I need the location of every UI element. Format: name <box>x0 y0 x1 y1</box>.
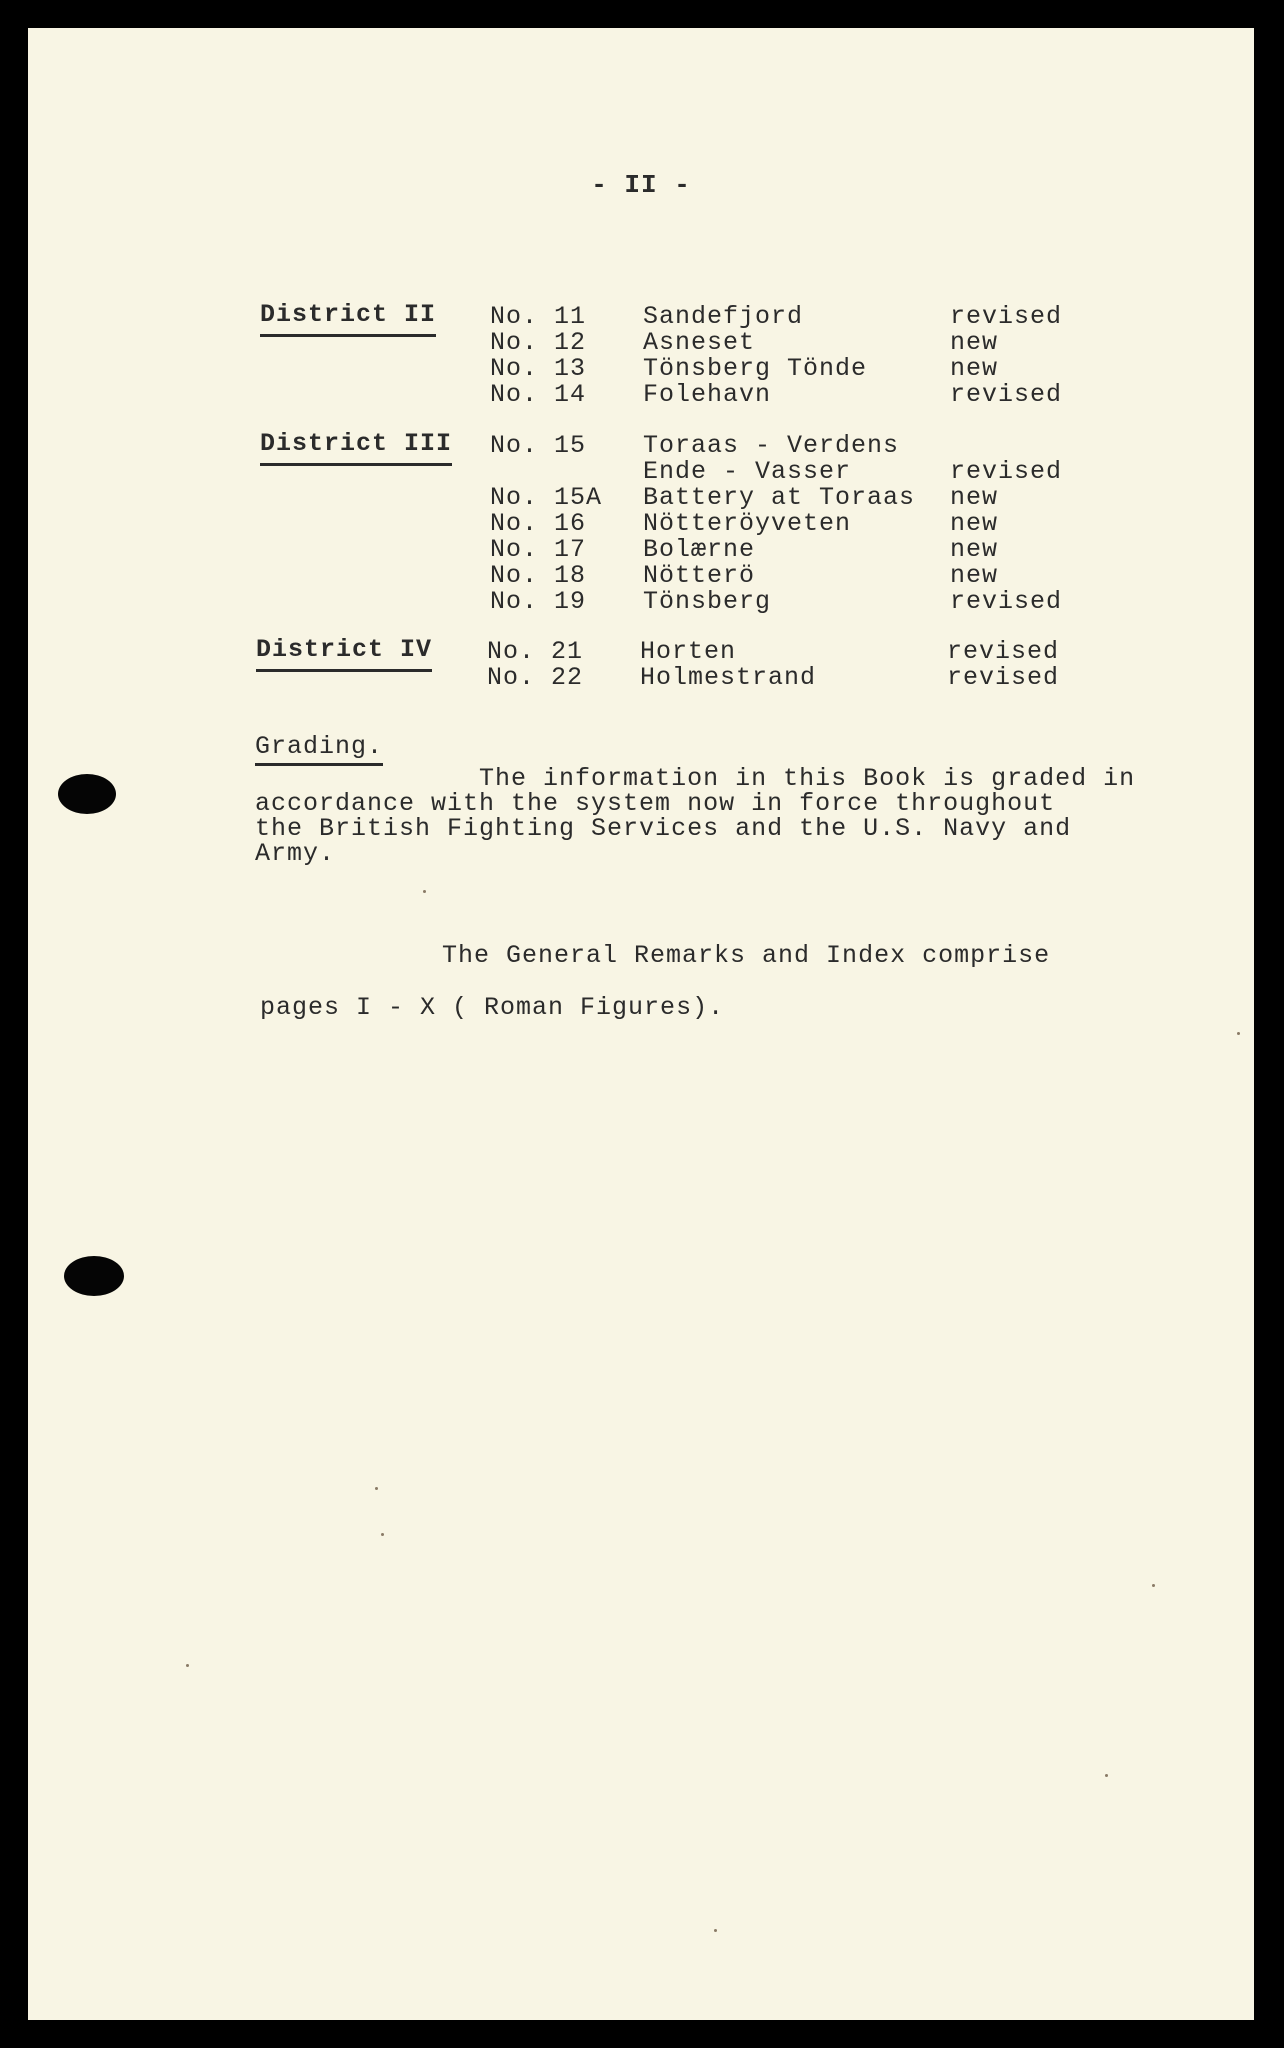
entry-status: revised <box>950 457 1063 486</box>
district-label: District IV <box>256 637 432 672</box>
paragraph-line: accordance with the system now in force throughout <box>255 789 1056 818</box>
entry-status: revised <box>950 380 1063 409</box>
paragraph-line: the British Fighting Services and the U.S. Navy and <box>255 814 1072 843</box>
entry-number: No. 16 <box>490 509 587 538</box>
entry-status: new <box>950 328 999 357</box>
district-label: District III <box>260 431 452 466</box>
table-row <box>28 485 1254 511</box>
entry-name: Folehavn <box>643 380 772 409</box>
entry-name: Asneset <box>643 328 756 357</box>
table-row <box>25 665 1251 691</box>
document-page <box>28 28 1254 2020</box>
punch-hole <box>58 774 116 814</box>
remarks-line: The General Remarks and Index comprise <box>442 941 1051 970</box>
entry-status: revised <box>947 663 1060 692</box>
entry-name: Horten <box>640 637 737 666</box>
table-row <box>28 433 1254 459</box>
entry-number: No. 18 <box>490 561 587 590</box>
entry-status: revised <box>950 302 1063 331</box>
entry-status: new <box>950 509 999 538</box>
table-row <box>28 563 1254 589</box>
table-row <box>28 304 1254 330</box>
table-row <box>25 639 1251 665</box>
page-header: - II - <box>591 170 691 200</box>
entry-name: Battery at Toraas <box>643 483 916 512</box>
entry-number: No. 11 <box>490 302 587 331</box>
entry-status: new <box>950 535 999 564</box>
entry-number: No. 12 <box>490 328 587 357</box>
grading-heading: Grading. <box>255 734 383 766</box>
table-row <box>28 382 1254 408</box>
paragraph-line: The information in this Book is graded in <box>255 764 1136 793</box>
entry-number: No. 14 <box>490 380 587 409</box>
table-row <box>28 511 1254 537</box>
table-row <box>28 589 1254 615</box>
table-row <box>28 537 1254 563</box>
entry-number: No. 13 <box>490 354 587 383</box>
table-row <box>28 356 1254 382</box>
paragraph-line: Army. <box>255 839 336 868</box>
district-label: District II <box>260 302 436 337</box>
punch-hole <box>64 1256 124 1296</box>
table-row <box>28 330 1254 356</box>
entry-number: No. 21 <box>487 637 584 666</box>
entry-name: Tönsberg <box>643 587 772 616</box>
remarks-line: pages I - X ( Roman Figures). <box>260 993 725 1022</box>
entry-name: Ende - Vasser <box>643 457 852 486</box>
entry-status: new <box>950 483 999 512</box>
entry-name: Sandefjord <box>643 302 804 331</box>
grading-paragraph <box>255 764 1136 868</box>
entry-name: Toraas - Verdens <box>643 431 900 460</box>
entry-number: No. 19 <box>490 587 587 616</box>
entry-number: No. 22 <box>487 663 584 692</box>
entry-number: No. 15A <box>490 483 603 512</box>
entry-name: Tönsberg Tönde <box>643 354 868 383</box>
entry-name: Nötterö <box>643 561 756 590</box>
entry-status: new <box>950 354 999 383</box>
entry-name: Holmestrand <box>640 663 817 692</box>
entry-number: No. 17 <box>490 535 587 564</box>
entry-status: revised <box>947 637 1060 666</box>
entry-number: No. 15 <box>490 431 587 460</box>
entry-status: new <box>950 561 999 590</box>
entry-status: revised <box>950 587 1063 616</box>
entry-name: Nötteröyveten <box>643 509 852 538</box>
table-row <box>28 459 1254 485</box>
entry-name: Bolærne <box>643 535 756 564</box>
